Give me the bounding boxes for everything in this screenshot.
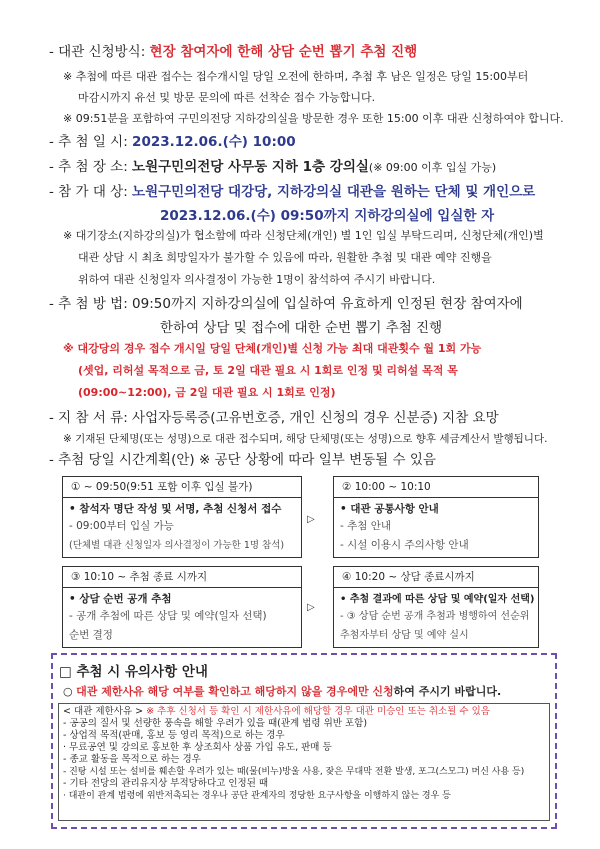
note-2: ※ 09:51분을 포함하여 구민의전당 지하강의실을 방문한 경우 또한 15:00 이후 대관 신청하여야 합니다. xyxy=(63,112,564,125)
box-3-line-2: 순번 결정 xyxy=(69,629,113,641)
date-label: - 추 첨 일 시: xyxy=(49,134,133,150)
schedule-box-3 xyxy=(62,566,302,648)
way-line xyxy=(49,292,523,312)
way-value-a: 09:50까지 지하강의실에 입실하여 유효하게 인정된 현장 참여자에 xyxy=(132,296,523,312)
note-3b: 대관 상담 시 최초 희망일자가 불가할 수 있음에 따라, 원활한 추첨 및 대관 예약 진행을 xyxy=(78,251,492,264)
reason-item: - 기타 전당의 관리유지상 부적당하다고 인정된 때 xyxy=(63,778,269,789)
schedule-line: - 추첨 당일 시간계획(안) ※ 공단 상황에 따라 일부 변동될 수 있음 xyxy=(49,452,436,468)
arrow-icon: ▷ xyxy=(307,514,315,525)
reason-item: - 공공의 질서 및 선량한 풍속을 해할 우려가 있을 때(관계 법령 위반 포함) xyxy=(63,718,368,729)
note-3c: 위하여 대관 신청일자 의사결정이 가능한 1명이 참석하여 주시기 바랍니다. xyxy=(78,273,436,286)
schedule-box-4 xyxy=(333,566,539,648)
notice-box xyxy=(51,653,557,829)
reason-head-label: < 대관 제한사유 > xyxy=(63,706,147,717)
note-4a: ※ 대강당의 경우 접수 개시일 당일 단체(개인)별 신청 가능 최대 대관횟수 월 1회 가능 xyxy=(63,342,482,355)
way-label: - 추 첨 방 법: xyxy=(49,296,133,312)
target-label: - 참 가 대 상: xyxy=(49,184,133,200)
target-value-a: 노원구민의전당 대강당, 지하강의실 대관을 원하는 단체 및 개인으로 xyxy=(132,184,536,200)
note-5: ※ 기재된 단체명(또는 성명)으로 대관 접수되며, 해당 단체명(또는 성명)으로 향후 세금계산서 발행됩니다. xyxy=(63,433,548,445)
note-3a: ※ 대기장소(지하강의실)가 협소함에 따라 신청단체(개인) 별 1인 입실 부탁드리며, 신청단체(개인)별 xyxy=(63,229,544,242)
method-value: 현장 참여자에 한해 상담 순번 뽑기 추첨 진행 xyxy=(149,44,418,60)
method-label: - 대관 신청방식: xyxy=(49,44,150,60)
circle-icon: ○ xyxy=(63,685,73,698)
reason-item: - 종교 활동을 목적으로 하는 경우 xyxy=(63,754,201,765)
reason-item: - 상업적 목적(판매, 홍보 등 영리 목적)으로 하는 경우 xyxy=(63,730,285,741)
box-1-head: ① ~ 09:50(9:51 포함 이후 입실 불가) xyxy=(63,477,301,498)
box-2-line-1: - 추첨 안내 xyxy=(340,520,392,532)
target-line xyxy=(49,180,535,200)
place-label: - 추 첨 장 소: xyxy=(49,159,133,175)
place-note: (※ 09:00 이후 입실 가능) xyxy=(368,161,497,174)
box-4-line-1: - ③ 상담 순번 공개 추첨과 병행하여 선순위 xyxy=(340,611,530,622)
box-4-head: ④ 10:20 ~ 상담 종료시까지 xyxy=(334,567,538,588)
box-2-line-2: - 시설 이용시 주의사항 안내 xyxy=(340,539,469,551)
arrow-icon: ▷ xyxy=(307,602,315,613)
box-3-bullet: • 상담 순번 공개 추첨 xyxy=(69,593,172,605)
note-4b: (셋업, 리허설 목적으로 금, 토 2일 대관 필요 시 1회로 인정 및 리허설 목적 목 xyxy=(78,364,458,377)
reason-head xyxy=(63,706,545,718)
reason-item: · 대관이 관계 법령에 위반저촉되는 경우나 공단 관계자의 정당한 요구사항을 이행하지 않는 경우 등 xyxy=(63,791,451,801)
box-2-bullet: • 대관 공통사항 안내 xyxy=(340,503,439,515)
box-2-head: ② 10:00 ~ 10:10 xyxy=(334,477,538,498)
way-value-b: 한하여 상담 및 접수에 대한 순번 뽑기 추첨 진행 xyxy=(160,320,443,336)
place-line xyxy=(49,155,496,175)
method-line xyxy=(49,40,417,60)
notice-title: □ 추첨 시 유의사항 안내 xyxy=(59,664,208,680)
schedule-box-1 xyxy=(62,476,302,558)
docs-line: - 지 참 서 류: 사업자등록증(고유번호증, 개인 신청의 경우 신분증) 지참 요망 xyxy=(49,410,499,426)
reason-item: · 무료공연 및 강의로 홍보한 후 상조회사 상품 가입 유도, 판매 등 xyxy=(63,742,332,753)
note-4c: (09:00~12:00), 금 2일 대관 필요 시 1회로 인정) xyxy=(78,386,336,399)
box-1-line-1: - 09:00부터 입실 가능 xyxy=(69,520,174,532)
target-value-b: 2023.12.06.(수) 09:50까지 지하강의실에 입실한 자 xyxy=(160,208,495,224)
box-3-head: ③ 10:10 ~ 추첨 종료 시까지 xyxy=(63,567,301,588)
box-1-bullet: • 참석자 명단 작성 및 서명, 추첨 신청서 접수 xyxy=(69,503,282,515)
box-1-line-2: (단체별 대관 신청일자 의사결정이 가능한 1명 참석) xyxy=(69,540,285,551)
note-1b: 마감시까지 유선 및 방문 문의에 따른 선착순 접수 가능합니다. xyxy=(78,91,376,104)
notice-line-black: 하여 주시기 바랍니다. xyxy=(393,685,502,698)
place-value: 노원구민의전당 사무동 지하 1층 강의실 xyxy=(132,159,369,175)
notice-line xyxy=(63,683,501,699)
date-line xyxy=(49,130,296,150)
box-4-bullet: • 추첨 결과에 따른 상담 및 예약(일자 선택) xyxy=(340,594,535,605)
reason-item: - 진탕 시설 또는 설비를 훼손할 우려가 있는 때(물(비누)방울 사용, 잦은 무대막 전환 발생, 포그(스모그) 머신 사용 등) xyxy=(63,767,525,777)
notice-line-red: 대관 제한사유 해당 여부를 확인하고 해당하지 않을 경우에만 신청 xyxy=(76,685,394,698)
reason-box xyxy=(58,703,550,821)
date-value: 2023.12.06.(수) 10:00 xyxy=(132,134,296,150)
box-3-line-1: - 공개 추첨에 따른 상담 및 예약(일자 선택) xyxy=(69,610,267,622)
schedule-box-2 xyxy=(333,476,539,558)
reason-head-warning: ※ 추후 신청서 등 확인 시 제한사유에 해당할 경우 대관 미승인 또는 취소될 수 있음 xyxy=(146,706,490,717)
note-1a: ※ 추첨에 따른 대관 접수는 접수개시일 당일 오전에 한하며, 추첨 후 남은 일정은 당일 15:00부터 xyxy=(63,70,529,83)
box-4-line-2: 추첨자부터 상담 및 예약 실시 xyxy=(340,630,469,641)
